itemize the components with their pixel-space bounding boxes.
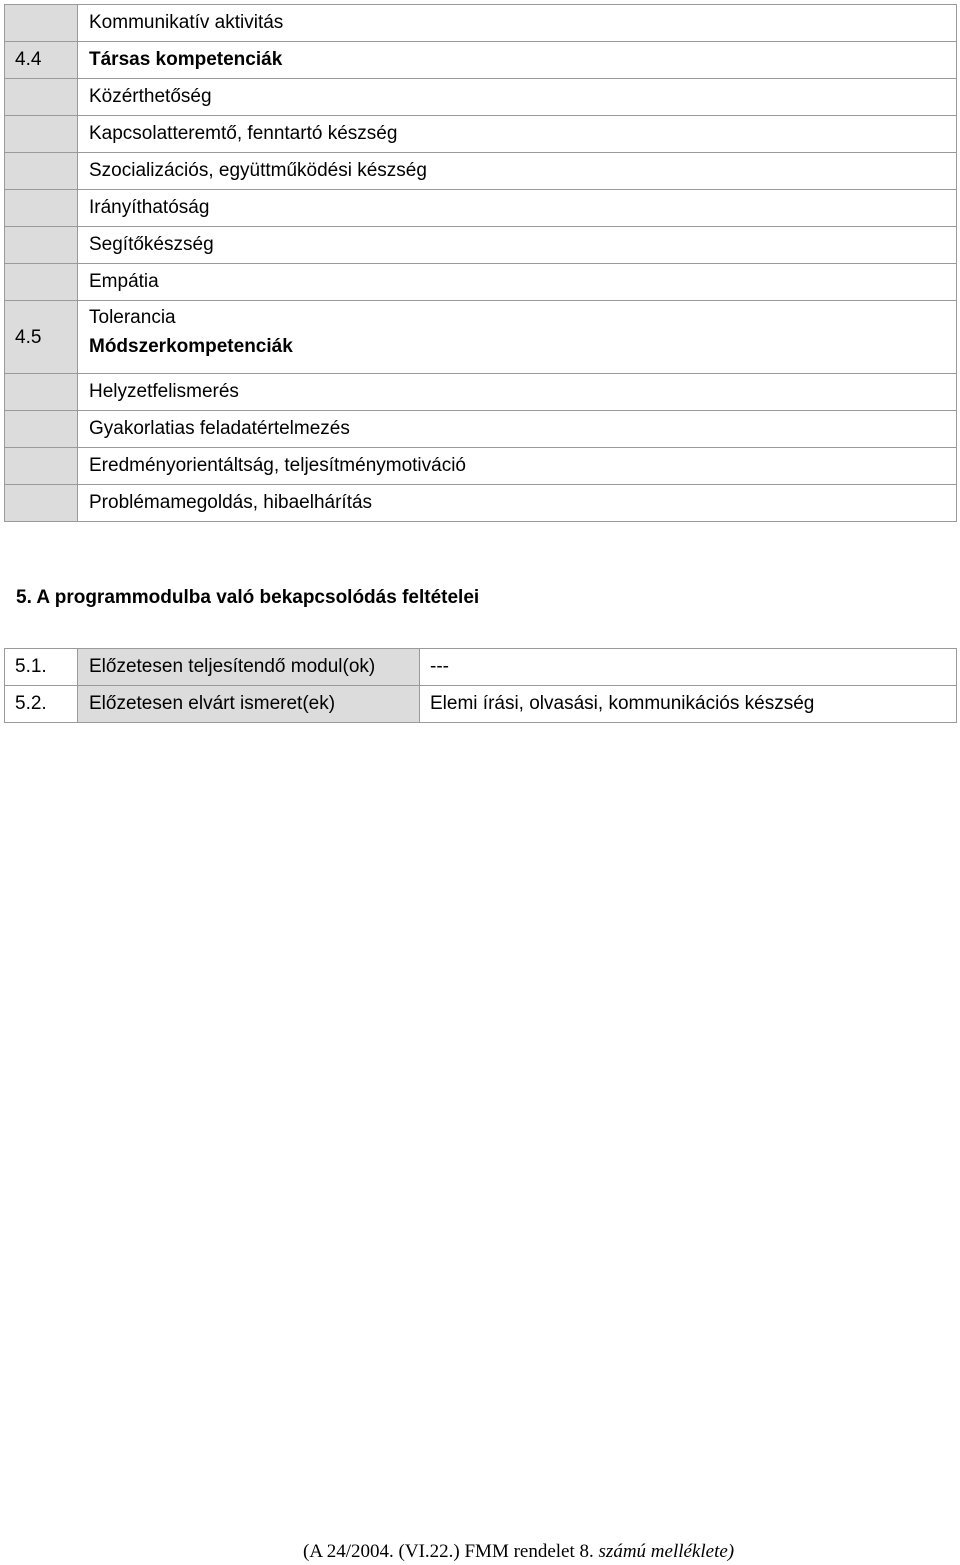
competency-label: Közérthetőség [78,79,957,116]
table-row [5,42,957,79]
competency-label: Kommunikatív aktivitás [78,5,957,42]
footer-note [303,1541,734,1563]
table-row [5,301,957,374]
table-row [5,116,957,153]
competency-label: Kapcsolatteremtő, fenntartó készség [78,116,957,153]
competency-table [4,4,957,522]
merged-competency-cell [78,301,957,374]
row-number: 4.5 [5,301,78,374]
requirement-value: --- [420,649,957,686]
requirement-value: Elemi írási, olvasási, kommunikációs készség [420,686,957,723]
table-row [5,79,957,116]
row-number [5,116,78,153]
table-row [5,5,957,42]
table-row [5,374,957,411]
row-number [5,79,78,116]
row-number [5,411,78,448]
row-number [5,153,78,190]
competency-label: Tolerancia [89,307,176,328]
table-row [5,153,957,190]
row-number: 5.1. [5,649,78,686]
row-number: 4.4 [5,42,78,79]
footer-text-italic: számú melléklete) [598,1541,735,1562]
row-number [5,374,78,411]
table-row [5,411,957,448]
competency-label: Eredményorientáltság, teljesítménymotiváció [78,448,957,485]
requirement-label: Előzetesen elvárt ismeret(ek) [78,686,420,723]
row-number [5,5,78,42]
competency-group-heading: Módszerkompetenciák [89,336,293,357]
competency-label: Gyakorlatias feladatértelmezés [78,411,957,448]
table-row [5,264,957,301]
section-title: 5. A programmodulba való bekapcsolódás feltételei [16,587,480,608]
competency-label: Empátia [78,264,957,301]
competency-label: Segítőkészség [78,227,957,264]
row-number [5,190,78,227]
competency-label: Problémamegoldás, hibaelhárítás [78,485,957,522]
requirements-table [4,648,957,723]
table-row [5,448,957,485]
competency-group-heading: Társas kompetenciák [78,42,957,79]
table-row [5,649,957,686]
row-number [5,485,78,522]
row-number: 5.2. [5,686,78,723]
table-row [5,190,957,227]
table-row [5,485,957,522]
competency-label: Irányíthatóság [78,190,957,227]
row-number [5,227,78,264]
row-number [5,264,78,301]
table-row [5,686,957,723]
footer-text: (A 24/2004. (VI.22.) FMM rendelet 8. [303,1541,594,1562]
row-number [5,448,78,485]
table-row [5,227,957,264]
requirement-label: Előzetesen teljesítendő modul(ok) [78,649,420,686]
competency-label: Helyzetfelismerés [78,374,957,411]
competency-label: Szocializációs, együttműködési készség [78,153,957,190]
